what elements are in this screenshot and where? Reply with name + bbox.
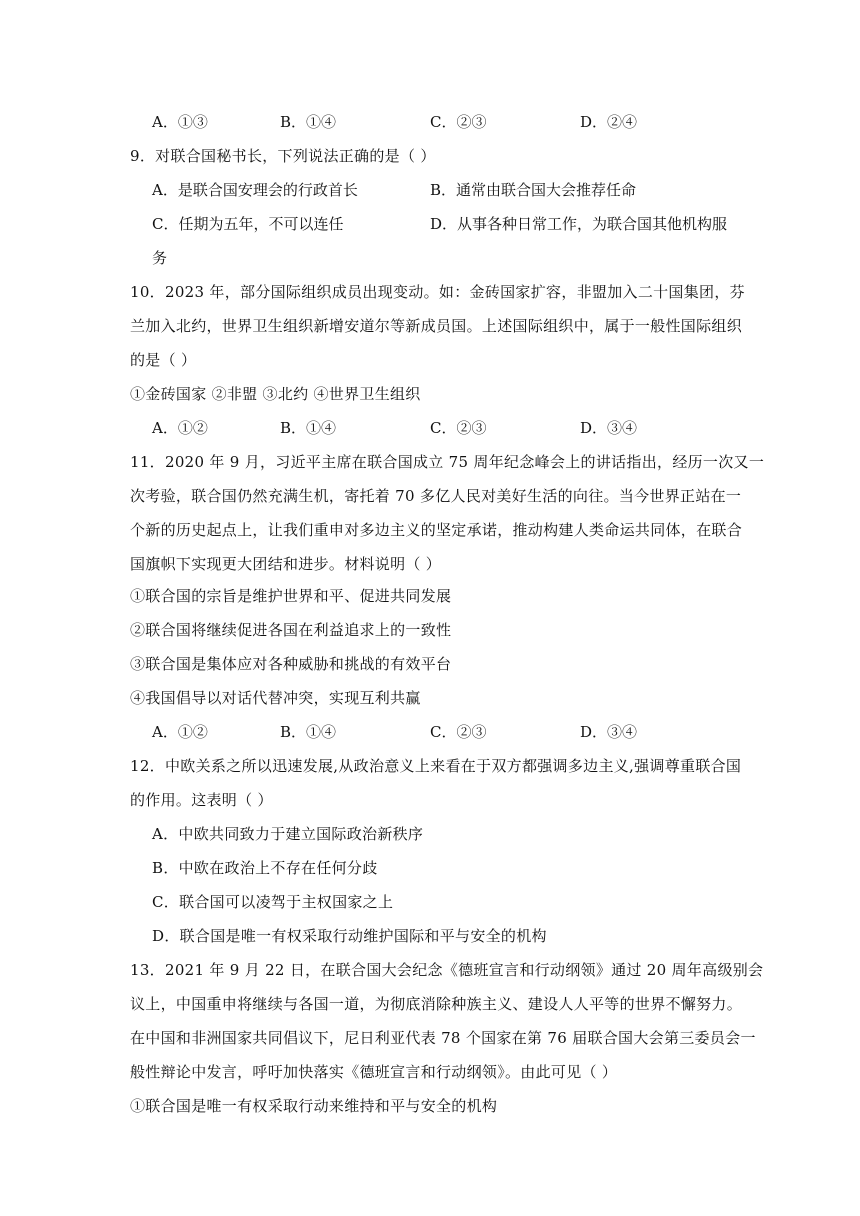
q9-option-d-wrap: 务 [152,249,168,267]
q11-option-d[interactable]: D．③④ [580,723,638,741]
q11-item-1: ①联合国的宗旨是维护世界和平、促进共同发展 [130,587,452,605]
q8-option-b[interactable]: B．①④ [280,113,337,131]
q12-option-c[interactable]: C．联合国可以凌驾于主权国家之上 [152,893,394,911]
q11-stem-line-1: 11．2020 年 9 月，习近平主席在联合国成立 75 周年纪念峰会上的讲话指出，经历一次又一 [130,453,765,471]
q10-option-d[interactable]: D．③④ [580,419,638,437]
q10-option-b[interactable]: B．①④ [280,419,337,437]
q8-option-a[interactable]: A．①③ [152,113,208,131]
q11-option-a[interactable]: A．①② [152,723,208,741]
q11-option-b[interactable]: B．①④ [280,723,337,741]
q9-option-d[interactable]: D．从事各种日常工作，为联合国其他机构服 [430,215,728,233]
q12-stem-line-2: 的作用。这表明（ ） [130,791,273,809]
q11-item-4: ④我国倡导以对话代替冲突，实现互利共赢 [130,689,421,707]
q11-option-c[interactable]: C．②③ [430,723,487,741]
q12-option-d[interactable]: D．联合国是唯一有权采取行动维护国际和平与安全的机构 [152,927,547,945]
q10-stem-line-2: 兰加入北约，世界卫生组织新增安道尔等新成员国。上述国际组织中，属于一般性国际组织 [130,317,743,335]
q10-stem-line-3: 的是（ ） [130,351,197,369]
q9-option-c[interactable]: C．任期为五年，不可以连任 [152,215,344,233]
q13-stem-line-2: 议上，中国重申将继续与各国一道，为彻底消除种族主义、建设人人平等的世界不懈努力。 [130,995,743,1013]
q12-stem-line-1: 12．中欧关系之所以迅速发展,从政治意义上来看在于双方都强调多边主义,强调尊重联合国 [130,757,742,775]
q11-stem-line-4: 国旗帜下实现更大团结和进步。材料说明（ ） [130,555,442,573]
q11-stem-line-3: 个新的历史起点上，让我们重申对多边主义的坚定承诺，推动构建人类命运共同体，在联合 [130,521,743,539]
q10-items: ①金砖国家 ②非盟 ③北约 ④世界卫生组织 [130,385,421,403]
q9-option-b[interactable]: B．通常由联合国大会推荐任命 [430,181,637,199]
q11-item-2: ②联合国将继续促进各国在利益追求上的一致性 [130,621,452,639]
q12-option-b[interactable]: B．中欧在政治上不存在任何分歧 [152,859,378,877]
q9-stem: 9．对联合国秘书长，下列说法正确的是（ ） [130,147,436,165]
q11-item-3: ③联合国是集体应对各种威胁和挑战的有效平台 [130,655,452,673]
q10-option-c[interactable]: C．②③ [430,419,487,437]
q13-stem-line-3: 在中国和非洲国家共同倡议下，尼日利亚代表 78 个国家在第 76 届联合国大会第三委员会一 [130,1029,756,1047]
q13-item-1: ①联合国是唯一有权采取行动来维持和平与安全的机构 [130,1097,498,1115]
q10-stem-line-1: 10．2023 年，部分国际组织成员出现变动。如：金砖国家扩容，非盟加入二十国集团，芬 [130,283,745,301]
q11-stem-line-2: 次考验，联合国仍然充满生机，寄托着 70 多亿人民对美好生活的向往。当今世界正站在一 [130,487,742,505]
q10-option-a[interactable]: A．①② [152,419,208,437]
q8-option-d[interactable]: D．②④ [580,113,638,131]
q12-option-a[interactable]: A．中欧共同致力于建立国际政治新秩序 [152,825,424,843]
q13-stem-line-1: 13．2021 年 9 月 22 日，在联合国大会纪念《德班宣言和行动纲领》通过 20 周年高级别会 [130,961,764,979]
q8-option-c[interactable]: C．②③ [430,113,487,131]
q9-option-a[interactable]: A．是联合国安理会的行政首长 [152,181,358,199]
q13-stem-line-4: 般性辩论中发言，呼吁加快落实《德班宣言和行动纲领》。由此可见（ ） [130,1063,618,1081]
